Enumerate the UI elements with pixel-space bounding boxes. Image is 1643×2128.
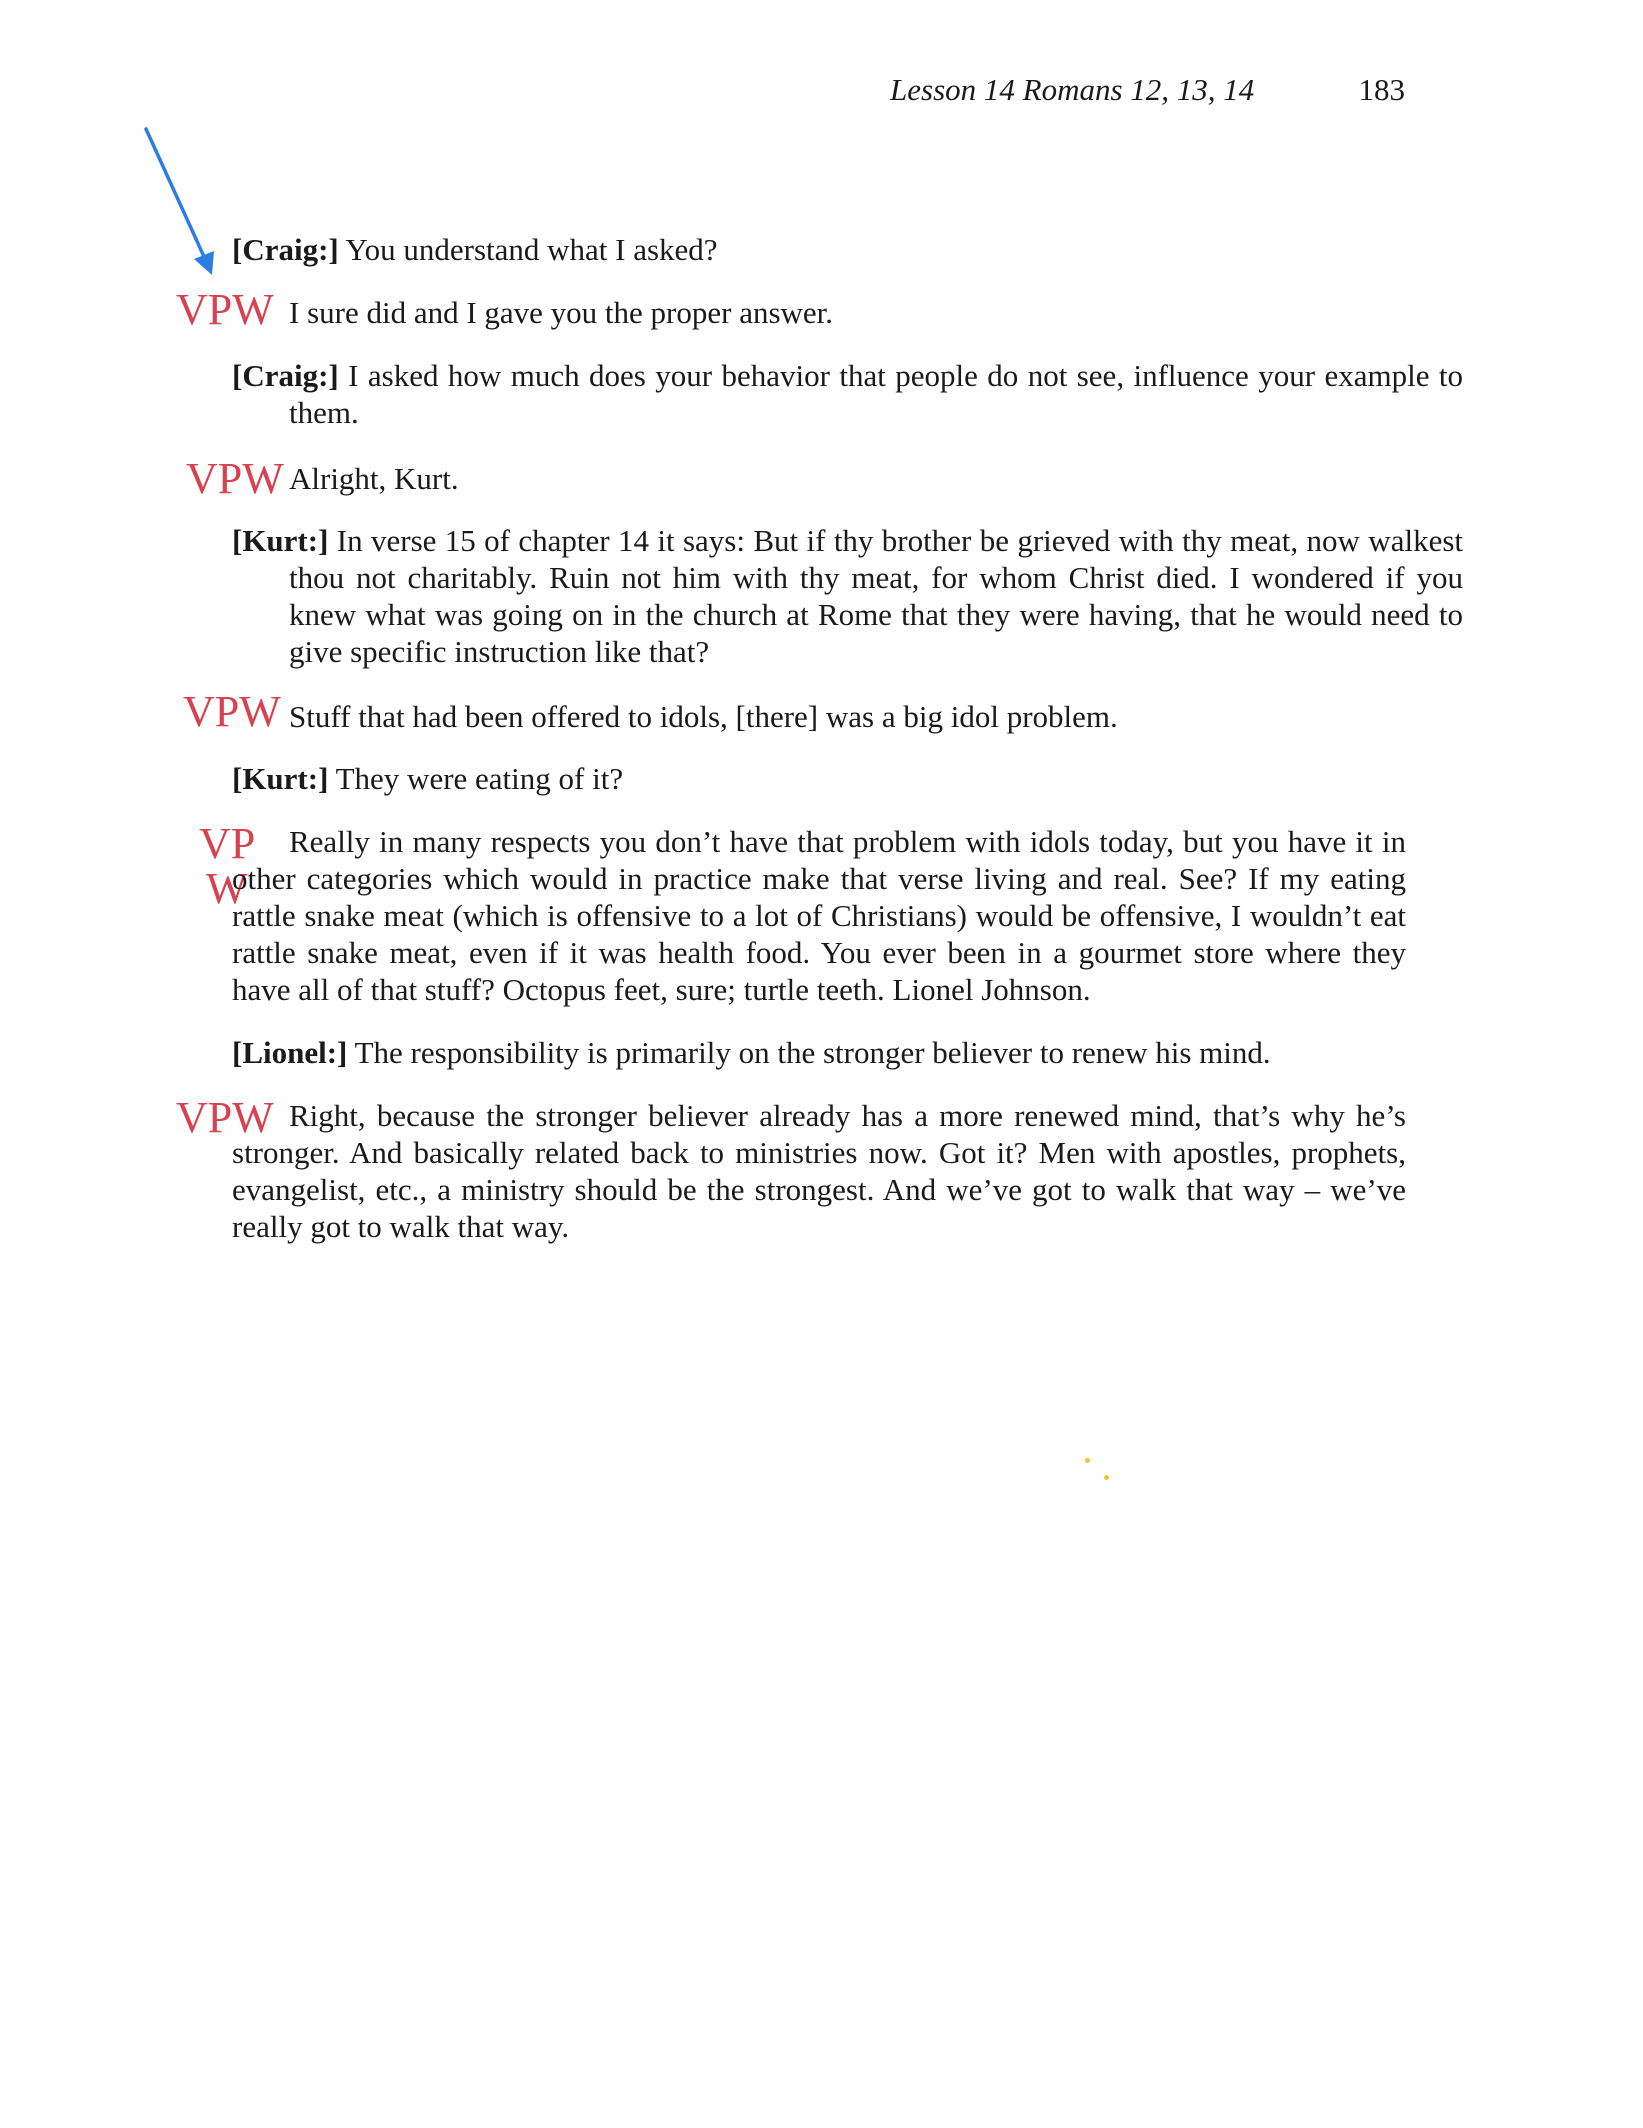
stray-mark [1104,1475,1109,1480]
margin-annotation-vpw: VPW [186,454,284,503]
dialogue-paragraph [232,357,1463,431]
margin-annotation-vpw: VPW [176,285,274,334]
speaker-label: [Kurt:] [232,523,329,558]
dialogue-paragraph [232,231,1463,268]
dialogue-text: I asked how much does your behavior that people do not see, influence your example to them. [289,358,1464,430]
dialogue-paragraph [232,760,1463,797]
dialogue-text: Alright, Kurt. [289,461,459,496]
margin-annotation-vpw: VPW [176,1093,274,1142]
speaker-label: [Craig:] [232,232,339,267]
dialogue-paragraph [232,294,1463,331]
margin-annotation-vpw: VPW [183,687,281,736]
annotation-arrow-icon [140,125,220,285]
dialogue-text: In verse 15 of chapter 14 it says: But if thy brother be grieved with thy meat, now walkest thou not charitably. Ruin not him with thy meat, for whom Christ died. I wondered if you knew what was going on in the church at Rome that they were having, that he would need to give specific instruction like that? [289,523,1464,669]
page-number: 183 [1358,72,1405,107]
margin-annotation-w: W [206,864,248,913]
dialogue-paragraph [232,823,1406,1008]
dialogue-paragraph [232,1034,1463,1071]
speaker-label: [Lionel:] [232,1035,348,1070]
dialogue-text: I sure did and I gave you the proper answer. [289,295,834,330]
stray-mark [1085,1458,1090,1463]
margin-annotation-vp: VP [199,819,256,868]
running-title: Lesson 14 Romans 12, 13, 14 [890,72,1255,107]
dialogue-text: Stuff that had been offered to idols, [there] was a big idol problem. [289,699,1118,734]
dialogue-text: They were eating of it? [335,761,624,796]
dialogue-paragraph [232,522,1463,670]
dialogue-text: Right, because the stronger believer already has a more renewed mind, that’s why he’s stronger. And basically related back to ministries now. Got it? Men with apostles, prophets, evangelist, etc., a ministry should be the strongest. And we’ve got to walk that way – we’ve really got to walk that way. [232,1098,1406,1244]
dialogue-text: Really in many respects you don’t have that problem with idols today, but you have it in other categories which would in practice make that verse living and real. See? If my eating rattle snake meat (which is offensive to a lot of Christians) would be offensive, I wouldn’t eat rattle snake meat, even if it was health food. You ever been in a gourmet store where they have all of that stuff? Octopus feet, sure; turtle teeth. Lionel Johnson. [232,824,1406,1007]
speaker-label: [Craig:] [232,358,339,393]
dialogue-paragraph [232,460,1463,497]
dialogue-text: The responsibility is primarily on the stronger believer to renew his mind. [354,1035,1271,1070]
dialogue-text: You understand what I asked? [345,232,718,267]
speaker-label: [Kurt:] [232,761,329,796]
page-header [880,68,1405,112]
dialogue-paragraph [232,698,1463,735]
dialogue-paragraph [232,1097,1406,1245]
